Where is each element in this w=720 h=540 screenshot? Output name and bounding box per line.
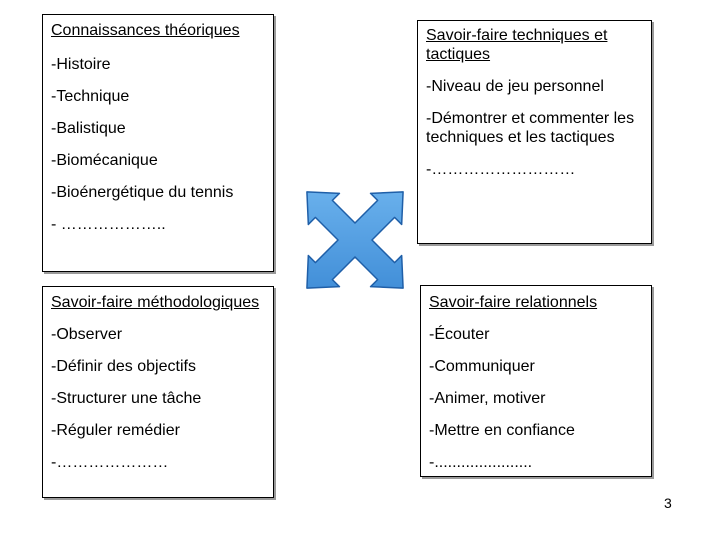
relational-item-ecouter: -Écouter bbox=[429, 326, 490, 343]
theoretical-item-bioenergetique: -Bioénergétique du tennis bbox=[51, 184, 234, 201]
theoretical-item-histoire: -Histoire bbox=[51, 56, 111, 73]
theoretical-item-blank: - ……………….. bbox=[51, 216, 166, 233]
cross-arrow-shape bbox=[285, 170, 425, 310]
theoretical-item-balistique: -Balistique bbox=[51, 120, 126, 137]
methodological-item-structurer: -Structurer une tâche bbox=[51, 390, 202, 407]
theoretical-item-biomecanique: -Biomécanique bbox=[51, 152, 158, 169]
methodological-item-reguler: -Réguler remédier bbox=[51, 422, 180, 439]
technical-item-blank: -……………………… bbox=[426, 161, 576, 178]
technical-title: Savoir-faire techniques et tactiques bbox=[426, 27, 608, 63]
methodological-title: Savoir-faire méthodologiques bbox=[51, 294, 260, 311]
technical-item-niveau: -Niveau de jeu personnel bbox=[426, 78, 604, 95]
theoretical-title: Connaissances théoriques bbox=[51, 22, 240, 39]
relational-item-confiance: -Mettre en confiance bbox=[429, 422, 575, 439]
relational-item-animer: -Animer, motiver bbox=[429, 390, 546, 407]
methodological-item-observer: -Observer bbox=[51, 326, 123, 343]
relational-title: Savoir-faire relationnels bbox=[429, 294, 598, 311]
relational-item-blank: -...................... bbox=[429, 454, 533, 471]
four-way-arrow-icon bbox=[285, 170, 425, 310]
relational-skills-box bbox=[420, 285, 652, 477]
relational-item-communiquer: -Communiquer bbox=[429, 358, 535, 375]
page-number: 3 bbox=[664, 495, 672, 511]
methodological-item-blank: -………………… bbox=[51, 454, 169, 471]
technical-skills-box bbox=[417, 20, 652, 244]
technical-item-demontrer: -Démontrer et commenter les techniques et les tactiques bbox=[426, 110, 635, 146]
methodological-item-objectifs: -Définir des objectifs bbox=[51, 358, 196, 375]
theoretical-knowledge-box bbox=[42, 14, 274, 272]
theoretical-item-technique: -Technique bbox=[51, 88, 130, 105]
methodological-skills-box bbox=[42, 286, 274, 498]
